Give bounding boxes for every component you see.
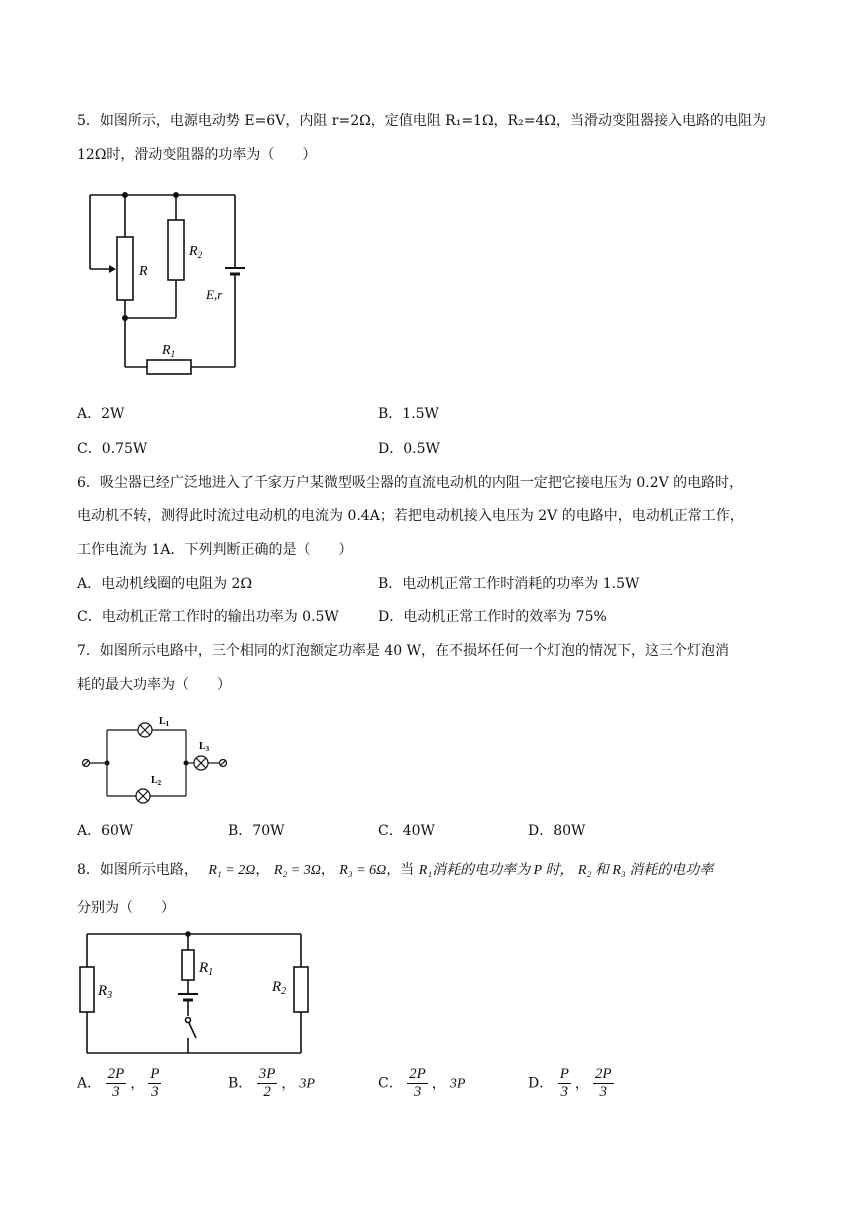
svg-text:R1: $R_1$ bbox=[162, 343, 176, 359]
q7-option-c[interactable]: C．40W bbox=[378, 823, 435, 839]
svg-text:R2: $R_2$ bbox=[189, 244, 203, 260]
q8-option-a[interactable]: A． $\frac{2P}{3}$ ， $\frac{P}{3}$ bbox=[77, 1066, 160, 1100]
q8-option-a-letter: A． bbox=[77, 1075, 102, 1092]
q6-option-c[interactable]: C．电动机正常工作时的输出功率为 0.5W bbox=[77, 609, 339, 625]
q8-option-d[interactable]: D． $\frac{P}{3}$ ， $\frac{2P}{3}$ bbox=[528, 1066, 612, 1100]
q5-option-d[interactable]: D．0.5W bbox=[378, 441, 440, 457]
svg-text:L1: $L_1$ bbox=[159, 716, 170, 728]
q8-stem-line1: 8．如图所示电路， R₁ = 2Ω， R₂ = 3Ω， R₃ = 6Ω，当 R₁消耗的电功率为 P 时， R₂ 和 R₃ 消耗的电功率 bbox=[77, 862, 714, 878]
q8-circuit-diagram bbox=[78, 930, 314, 1058]
resistor-r1 bbox=[147, 360, 191, 374]
q6-option-a[interactable]: A．电动机线圈的电阻为 2Ω bbox=[77, 576, 253, 592]
q8-eq-r2: R₂ = 3Ω bbox=[273, 863, 321, 878]
q8-stem-r2r3: R₂ 和 R₃ 消耗的电功率 bbox=[577, 863, 714, 878]
q5-stem-line2: 12Ω时，滑动变阻器的功率为（ ） bbox=[77, 147, 317, 163]
q8-option-a-frac2: $\frac{P}{3}$ bbox=[150, 1066, 160, 1100]
q8-option-b-value2: 3P bbox=[299, 1076, 315, 1092]
q6-option-b[interactable]: B．电动机正常工作时消耗的功率为 1.5W bbox=[378, 576, 640, 592]
q6-stem-line2: 电动机不转，测得此时流过电动机的电流为 0.4A；若把电动机接入电压为 2V 的电路中，电动机正常工作， bbox=[77, 508, 744, 524]
q8-option-c-frac1: $\frac{2P}{3}$ bbox=[409, 1066, 426, 1100]
q8-eq-r1: R₁ = 2Ω bbox=[208, 863, 256, 878]
resistor-r1 bbox=[182, 950, 194, 980]
svg-text:R2: $R_2$ bbox=[272, 979, 287, 997]
q5-stem-line1: 5．如图所示，电源电动势 E=6V，内阻 r=2Ω，定值电阻 R₁=1Ω，R₂=4Ω，当滑动变阻器接入电路的电阻为 bbox=[77, 113, 766, 129]
q8-stem-r1-power: R₁消耗的电功率为 P 时， bbox=[418, 863, 574, 878]
q7-circuit-diagram bbox=[78, 712, 238, 804]
q5-option-c[interactable]: C．0.75W bbox=[77, 441, 148, 457]
q8-option-c-letter: C． bbox=[378, 1075, 403, 1092]
q8-option-b-letter: B． bbox=[228, 1075, 253, 1092]
q8-option-b-frac1: $\frac{3P}{2}$ bbox=[258, 1066, 276, 1100]
svg-text:R: R bbox=[139, 264, 148, 279]
rheostat-r bbox=[117, 237, 133, 300]
q6-stem-line1: 6．吸尘器已经广泛地进入了千家万户某微型吸尘器的直流电动机的内阻一定把它接电压为 0.2V 的电路时， bbox=[77, 475, 744, 491]
q8-option-a-frac1: $\frac{2P}{3}$ bbox=[107, 1066, 125, 1100]
q7-option-b[interactable]: B．70W bbox=[228, 823, 285, 839]
q8-stem-when: ，当 bbox=[386, 862, 415, 878]
q7-stem-line1: 7．如图所示电路中，三个相同的灯泡额定功率是 40 W，在不损坏任何一个灯泡的情况下，这三个灯泡消 bbox=[77, 643, 730, 659]
q6-stem-line3: 工作电流为 1A．下列判断正确的是（ ） bbox=[77, 542, 353, 558]
q8-option-c-value2: 3P bbox=[449, 1076, 466, 1092]
q7-option-d[interactable]: D．80W bbox=[528, 823, 586, 839]
q8-option-b[interactable]: B． $\frac{3P}{2}$ ， 3P bbox=[228, 1066, 315, 1100]
q8-option-c[interactable]: C． $\frac{2P}{3}$ ， 3P bbox=[378, 1066, 466, 1100]
q5-option-b[interactable]: B．1.5W bbox=[378, 406, 439, 422]
q6-option-d[interactable]: D．电动机正常工作时的效率为 75% bbox=[378, 609, 607, 625]
q7-stem-line2: 耗的最大功率为（ ） bbox=[77, 677, 231, 693]
svg-text:R3: $R_3$ bbox=[98, 983, 113, 1001]
resistor-r2 bbox=[168, 220, 184, 280]
q5-circuit-diagram bbox=[85, 185, 250, 380]
q5-option-a[interactable]: A．2W bbox=[77, 406, 125, 422]
resistor-r3 bbox=[80, 967, 94, 1012]
q7-option-a[interactable]: A．60W bbox=[77, 823, 134, 839]
q8-eq-r3: R₃ = 6Ω bbox=[339, 863, 387, 878]
q8-option-d-letter: D． bbox=[528, 1075, 554, 1092]
q8-stem-intro: 8．如图所示电路， bbox=[77, 862, 198, 878]
svg-text:R1: $R_1$ bbox=[199, 960, 214, 978]
switch bbox=[189, 1023, 196, 1038]
q8-option-d-frac2: $\frac{2P}{3}$ bbox=[594, 1066, 612, 1100]
svg-text:L2: $L_2$ bbox=[151, 775, 162, 787]
q8-option-d-frac1: $\frac{P}{3}$ bbox=[559, 1066, 569, 1100]
resistor-r2 bbox=[294, 967, 308, 1012]
svg-text:E,r: E,r bbox=[206, 287, 223, 302]
q8-stem-line2: 分别为（ ） bbox=[77, 900, 175, 916]
svg-text:L3: $L_3$ bbox=[199, 741, 210, 753]
